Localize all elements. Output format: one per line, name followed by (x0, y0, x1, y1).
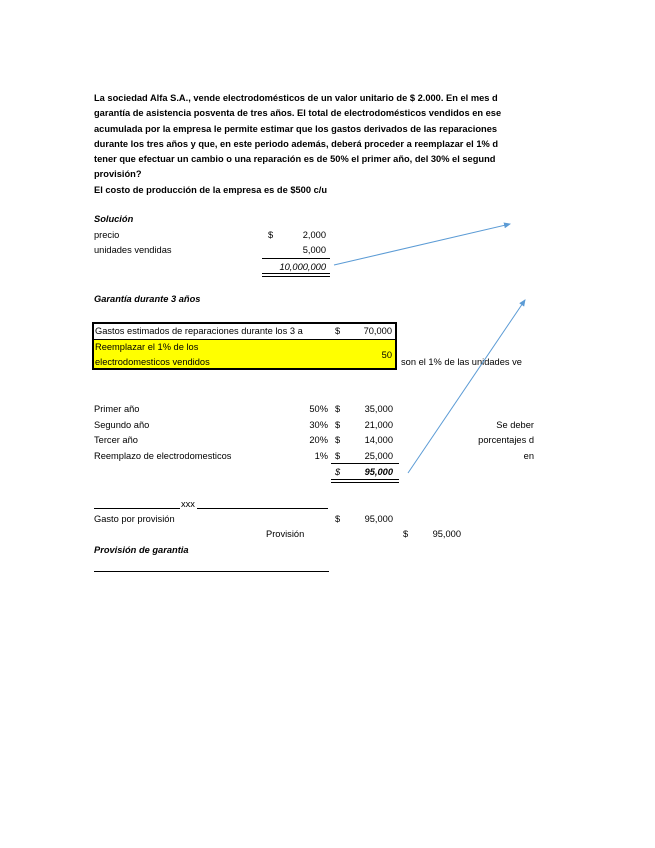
row-currency: $ (335, 435, 341, 445)
warranty-title: Garantía durante 3 años (94, 294, 201, 304)
intro-line: El costo de producción de la empresa es de $500 c/u (94, 184, 328, 195)
total-sales-value: 10,000,000 (279, 262, 326, 272)
row-percent: 30% (309, 420, 328, 430)
row-label: Primer año (94, 404, 140, 414)
row-label: Segundo año (94, 420, 150, 430)
intro-line: La sociedad Alfa S.A., vende electrodomésticos de un valor unitario de $ 2.000. En el mes d (94, 93, 498, 103)
replace-value: 50 (381, 350, 392, 360)
row-percent: 50% (309, 404, 328, 414)
intro-line: durante los tres años y que, en este periodo además, deberá proceder a reemplazar el 1% d (94, 138, 499, 149)
journal-description: Provisión de garantia (94, 545, 189, 555)
debit-amount: 95,000 (364, 514, 393, 524)
credit-currency: $ (403, 529, 409, 539)
price-label: precio (94, 230, 120, 240)
units-label: unidades vendidas (94, 245, 172, 255)
row-amount: 21,000 (364, 420, 393, 430)
units-value: 5,000 (302, 245, 326, 255)
row-currency: $ (335, 451, 341, 461)
row-amount: 25,000 (364, 451, 393, 461)
price-currency: $ (268, 230, 274, 240)
replace-side-note: son el 1% de las unidades ve (401, 357, 522, 367)
repairs-label: Gastos estimados de reparaciones durante los 3 a (95, 326, 303, 336)
debit-currency: $ (335, 514, 341, 524)
note-line-2: porcentajes d (478, 435, 534, 445)
journal-marker: xxx (181, 499, 195, 509)
debit-label: Gasto por provisión (94, 514, 175, 524)
note-line-1: Se deber (496, 420, 534, 430)
intro-line: garantía de asistencia posventa de tres años. El total de electrodomésticos vendidos en ese (94, 108, 502, 119)
repairs-currency: $ (335, 326, 341, 336)
intro-line: acumulada por la empresa le permite estimar que los gastos derivados de las reparaciones (94, 123, 498, 134)
note-line-3: en (523, 451, 534, 461)
intro-line: provisión? (94, 169, 142, 180)
row-amount: 14,000 (364, 435, 393, 445)
price-value: 2,000 (302, 230, 326, 240)
replace-label-line-2: electrodomesticos vendidos (95, 357, 210, 367)
total-currency: $ (335, 467, 341, 477)
replace-label-line-1: Reemplazar el 1% de los (95, 342, 199, 352)
intro-line: tener que efectuar un cambio o una reparación es de 50% el primer año, del 30% el segund (94, 154, 496, 165)
credit-amount: 95,000 (432, 529, 461, 539)
row-percent: 20% (309, 435, 328, 445)
arrow-to-total-note (408, 300, 525, 473)
row-currency: $ (335, 420, 341, 430)
repairs-value: 70,000 (363, 326, 392, 336)
row-currency: $ (335, 404, 341, 414)
credit-label: Provisión (266, 529, 305, 539)
row-label: Reemplazo de electrodomesticos (94, 451, 232, 461)
solution-title: Solución (94, 214, 134, 224)
row-amount: 35,000 (364, 404, 393, 414)
arrow-to-units-note (334, 224, 510, 265)
row-percent: 1% (314, 451, 328, 461)
total-provision-amount: 95,000 (364, 467, 393, 477)
row-label: Tercer año (94, 435, 138, 445)
